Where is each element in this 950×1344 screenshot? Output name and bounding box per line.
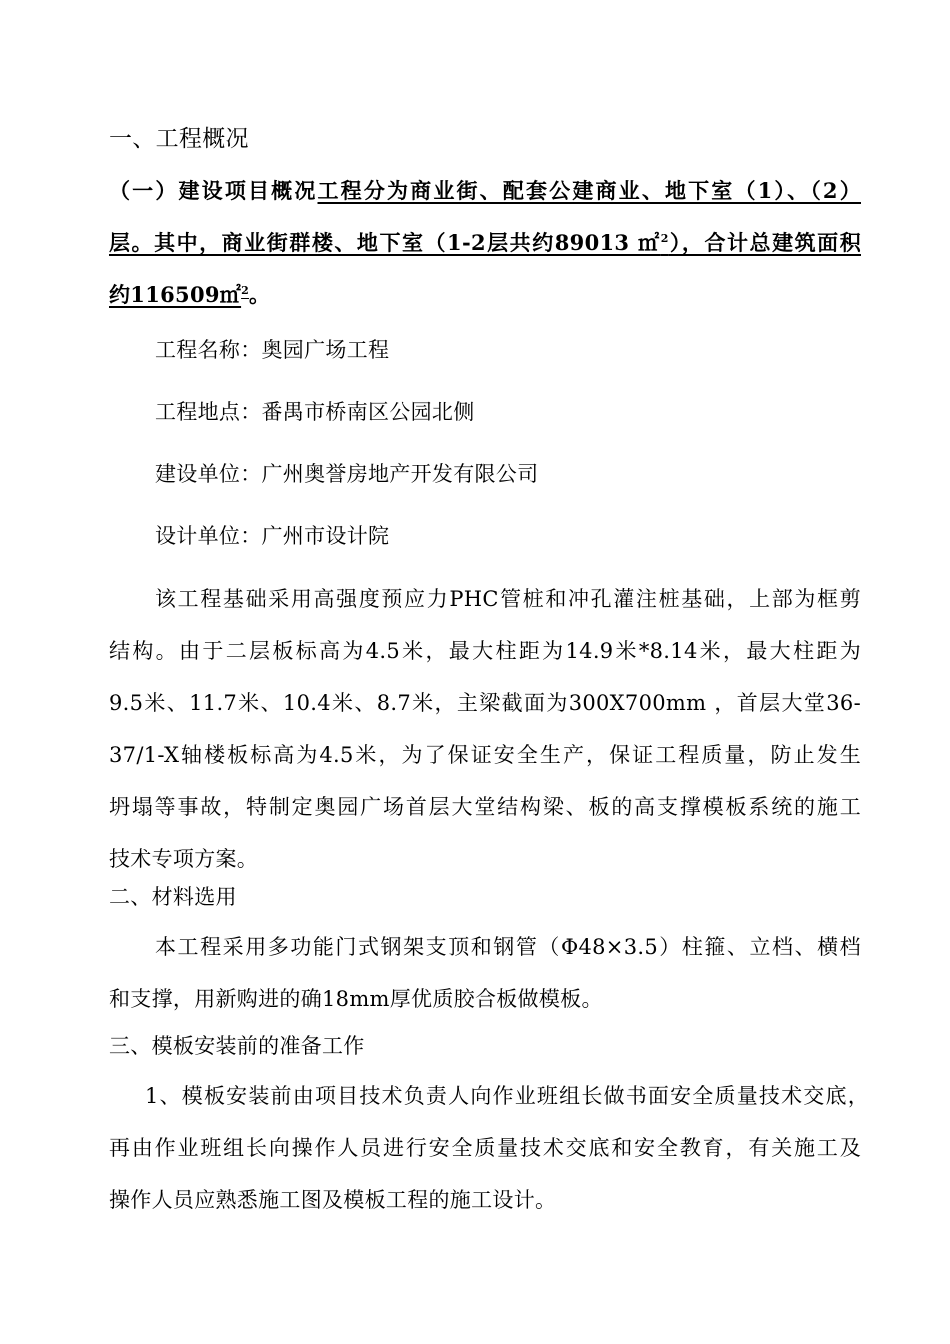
project-builder [155,448,907,500]
overview-lead: （一）建设项目概况 [109,178,318,203]
intro-paragraph [109,573,861,885]
overview-line-1-rest: 工程分为商业街、配套公建商业、地下室（1）、（2） [317,178,861,203]
materials-line: 本工程采用多功能门式钢架支顶和钢管（Φ48×3.5）柱箍、立档、横档 [155,935,861,959]
project-location-text: 工程地点：番禺市桥南区公园北侧 [155,400,475,424]
superscript: 2 [660,232,669,245]
project-designer [155,510,907,562]
overview-line-2-text: 层。其中，商业街群楼、地下室（1-2层共约89013 ㎡ [109,230,661,255]
section-heading-preparation [109,1020,861,1072]
materials-paragraph [109,921,861,1025]
project-name-text: 工程名称：奥园广场工程 [155,338,390,362]
preparation-line: 1、模板安装前由项目技术负责人向作业班组长做书面安全质量技术交底， [145,1084,869,1108]
intro-line: 9.5米、11.7米、10.4米、8.7米，主梁截面为300X700mm ，首层大堂36- [109,691,861,715]
intro-line: 37/1-X轴楼板标高为4.5米，为了保证安全生产，保证工程质量，防止发生 [109,743,861,767]
section-heading-overview [109,113,861,165]
preparation-paragraph [109,1070,869,1226]
project-builder-text: 建设单位：广州奥誉房地产开发有限公司 [155,462,539,486]
project-overview-paragraph [109,165,861,321]
intro-line: 技术专项方案。 [109,847,259,871]
overview-line-2 [109,217,861,269]
heading-text: 三、模板安装前的准备工作 [109,1034,365,1058]
overview-line-3-tail: 。 [249,282,271,307]
preparation-line: 再由作业班组长向操作人员进行安全质量技术交底和安全教育，有关施工及 [109,1136,861,1160]
materials-line: 和支撑，用新购进的确18mm厚优质胶合板做模板。 [109,987,603,1011]
overview-line-3-text: 约116509㎡ [109,282,242,307]
overview-line-1 [109,165,861,217]
intro-line: 结构。由于二层板标高为4.5米，最大柱距为14.9米*8.14米，最大柱距为 [109,639,861,663]
overview-line-3 [109,269,861,321]
intro-line: 坍塌等事故，特制定奥园广场首层大堂结构梁、板的高支撑模板系统的施工 [109,795,861,819]
project-designer-text: 设计单位：广州市设计院 [155,524,390,548]
heading-text: 一、工程概况 [109,126,249,152]
intro-line: 该工程基础采用高强度预应力PHC管桩和冲孔灌注桩基础，上部为框剪 [155,587,861,611]
project-location [155,386,907,438]
heading-text: 二、材料选用 [109,885,237,909]
section-heading-materials [109,871,861,923]
superscript: 2 [241,284,250,297]
overview-line-2-tail: ），合计总建筑面积 [668,230,861,255]
project-name [155,324,907,376]
preparation-line: 操作人员应熟悉施工图及模板工程的施工设计。 [109,1188,557,1212]
